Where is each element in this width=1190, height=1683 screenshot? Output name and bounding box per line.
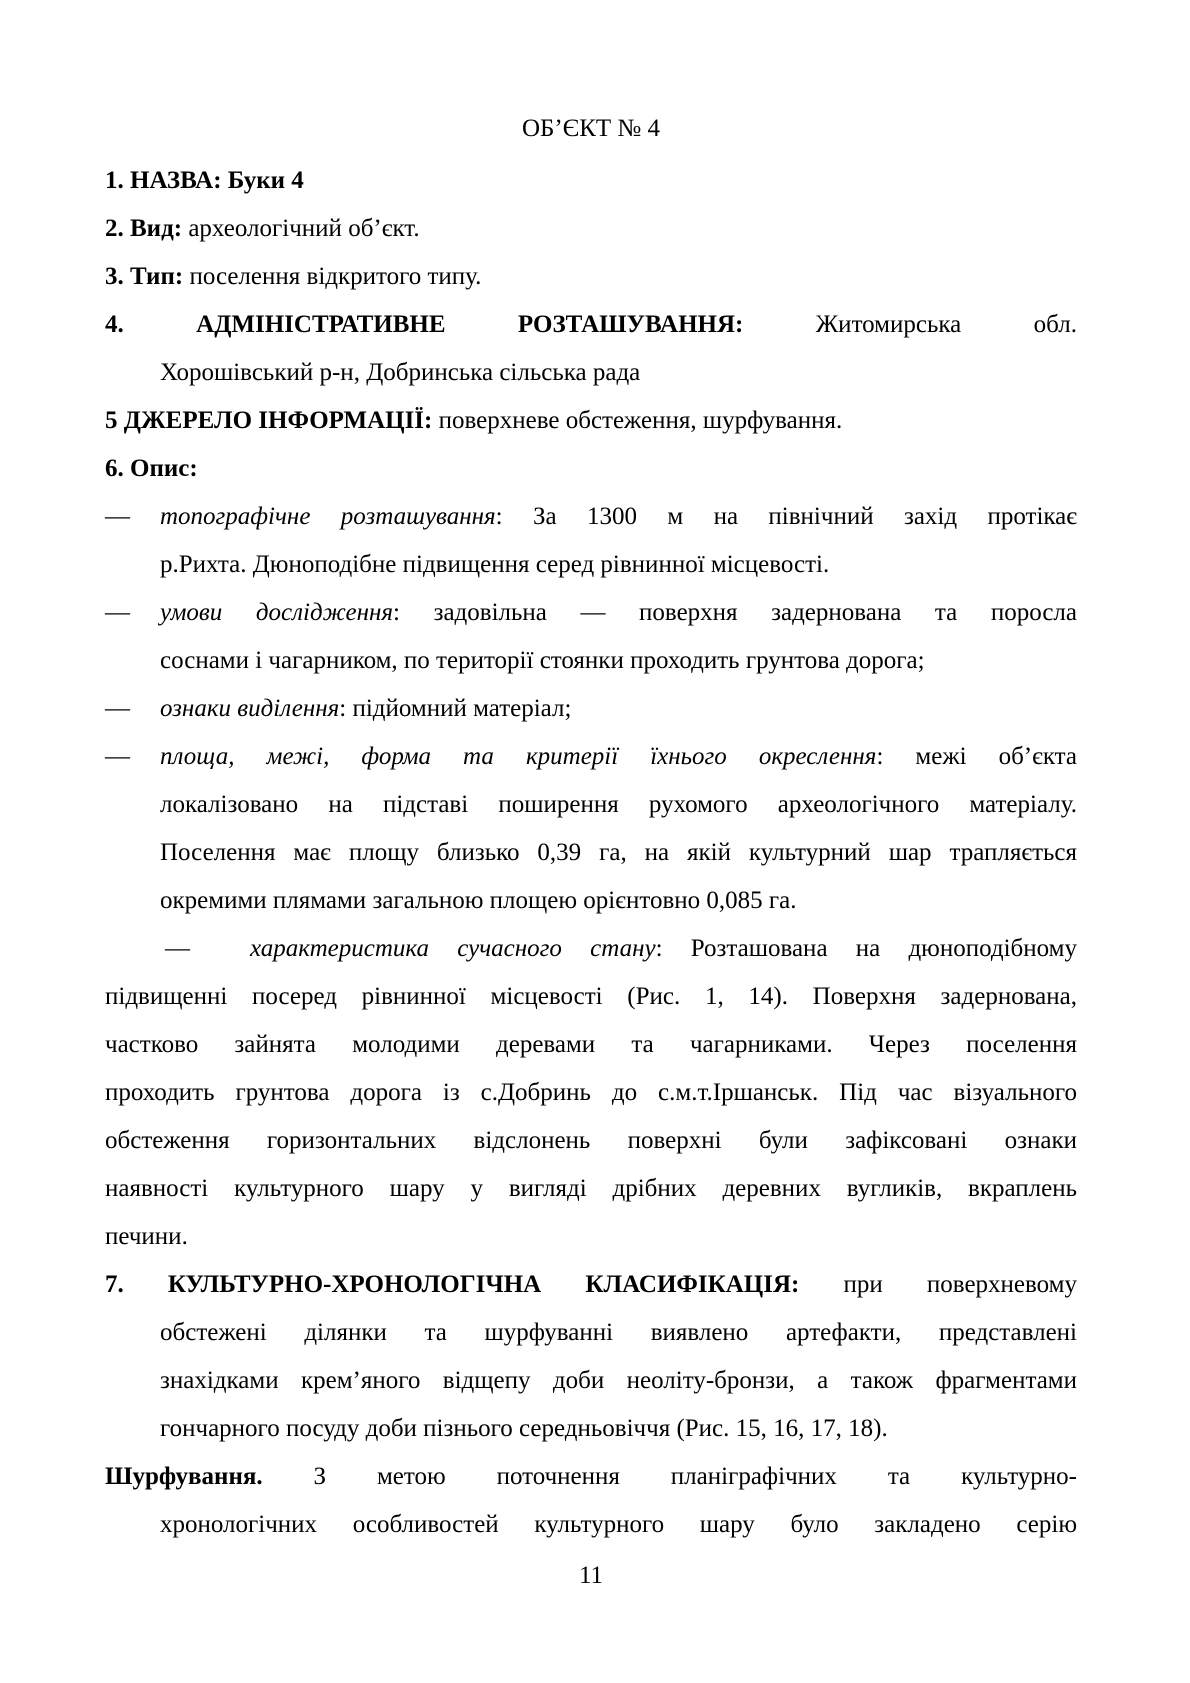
bullet-current-state: [105, 925, 1077, 973]
text-run: соснами і чагарником, по території стоянки проходить грунтова дорога;: [160, 647, 925, 674]
text-run: поселення відкритого типу.: [183, 263, 482, 290]
text-run: знахідками крем’яного відщепу доби неоліту-бронзи, а також фрагментами: [160, 1367, 1077, 1394]
bullet-current-state: [105, 1021, 1077, 1069]
bullet-area-borders: [105, 781, 1077, 829]
text-run: Шурфування.: [105, 1463, 263, 1490]
text-run: 5 ДЖЕРЕЛО ІНФОРМАЦІЇ:: [105, 407, 433, 434]
text-run: локалізовано на підставі поширення рухомого археологічного матеріалу.: [160, 791, 1077, 818]
text-run: хронологічних особливостей культурного шару було закладено серію: [160, 1511, 1077, 1538]
text-run: Хорошівський р-н, Добринська сільська рада: [160, 359, 641, 386]
dash-bullet: —: [165, 935, 190, 962]
text-run: окремими плямами загальною площею орієнтовно 0,085 га.: [160, 887, 797, 914]
bullet-identification-signs: [105, 685, 1077, 733]
field-info-source: [105, 397, 1077, 445]
field-admin-location: [105, 301, 1077, 349]
text-run: : За 1300 м на північний захід протікає: [495, 503, 1077, 530]
text-run: : задовільна — поверхня задернована та поросла: [393, 599, 1077, 626]
text-run: : Розташована на дюноподібному: [655, 935, 1077, 962]
bullet-area-borders: [105, 733, 1077, 781]
bullet-research-conditions: [105, 589, 1077, 637]
text-run: З метою поточнення планіграфічних та культурно-: [262, 1463, 1077, 1490]
text-run: печини.: [105, 1223, 188, 1250]
dash-bullet: —: [105, 599, 130, 626]
field-kind: [105, 205, 1077, 253]
dash-bullet: —: [105, 743, 130, 770]
paragraph-test-pitting: [105, 1501, 1077, 1549]
paragraph-test-pitting: [105, 1453, 1077, 1501]
field-cultural-classification: [105, 1309, 1077, 1357]
text-run: обстежені ділянки та шурфуванні виявлено артефакти, представлені: [160, 1319, 1077, 1346]
bullet-topography: [105, 493, 1077, 541]
text-run: 6. Опис:: [105, 455, 198, 482]
bullet-current-state: [105, 1213, 1077, 1261]
text-run: поверхневе обстеження, шурфування.: [432, 407, 843, 434]
text-run: обстеження горизонтальних відслонень поверхні були зафіксовані ознаки: [105, 1127, 1077, 1154]
text-run: гончарного посуду доби пізнього середньовіччя (Рис. 15, 16, 17, 18).: [160, 1415, 888, 1442]
bullet-topography: [105, 541, 1077, 589]
page-number: 11: [578, 1562, 604, 1589]
text-run: : межі об’єкта: [876, 743, 1078, 770]
bullet-current-state: [105, 1117, 1077, 1165]
bullet-current-state: [105, 1069, 1077, 1117]
text-run: 7. КУЛЬТУРНО-ХРОНОЛОГІЧНА КЛАСИФІКАЦІЯ:: [105, 1271, 800, 1298]
field-type: [105, 253, 1077, 301]
field-cultural-classification: [105, 1357, 1077, 1405]
text-run: археологічний об’єкт.: [182, 215, 420, 242]
text-run: 4. АДМІНІСТРАТИВНЕ РОЗТАШУВАННЯ:: [105, 311, 744, 338]
text-run: 2. Вид:: [105, 215, 183, 242]
field-admin-location: [105, 349, 1077, 397]
document-body: [105, 157, 1077, 1549]
page-title: ОБ’ЄКТ № 4: [521, 115, 661, 142]
dash-bullet: —: [105, 503, 130, 530]
text-run: Поселення має площу близько 0,39 га, на якій культурний шар трапляється: [160, 839, 1077, 866]
bullet-research-conditions: [105, 637, 1077, 685]
text-run: р.Рихта. Дюноподібне підвищення серед рівнинної місцевості.: [160, 551, 830, 578]
text-run: умови дослідження: [160, 599, 394, 626]
text-run: 3. Тип:: [105, 263, 184, 290]
text-run: ознаки виділення: [160, 695, 340, 722]
text-run: при поверхневому: [799, 1271, 1078, 1298]
bullet-current-state: [105, 1165, 1077, 1213]
field-description-heading: [105, 445, 1077, 493]
bullet-area-borders: [105, 877, 1077, 925]
dash-bullet: —: [105, 695, 130, 722]
bullet-current-state: [105, 973, 1077, 1021]
text-run: 1. НАЗВА: Буки 4: [105, 167, 304, 194]
text-run: підвищенні посеред рівнинної місцевості (Рис. 1, 14). Поверхня задернована,: [105, 983, 1077, 1010]
text-run: проходить грунтова дорога із с.Добринь до с.м.т.Іршанськ. Під час візуального: [105, 1079, 1077, 1106]
field-name: [105, 157, 1077, 205]
bullet-area-borders: [105, 829, 1077, 877]
text-run: Житомирська обл.: [743, 311, 1077, 338]
text-run: частково зайнята молодими деревами та чагарниками. Через поселення: [105, 1031, 1077, 1058]
text-run: наявності культурного шару у вигляді дрібних деревних вугликів, вкраплень: [105, 1175, 1077, 1202]
text-run: площа, межі, форма та критерії їхнього окреслення: [160, 743, 877, 770]
text-run: топографічне розташування: [160, 503, 496, 530]
field-cultural-classification: [105, 1261, 1077, 1309]
field-cultural-classification: [105, 1405, 1077, 1453]
text-run: : підйомний матеріал;: [339, 695, 572, 722]
text-run: характеристика сучасного стану: [250, 935, 656, 962]
